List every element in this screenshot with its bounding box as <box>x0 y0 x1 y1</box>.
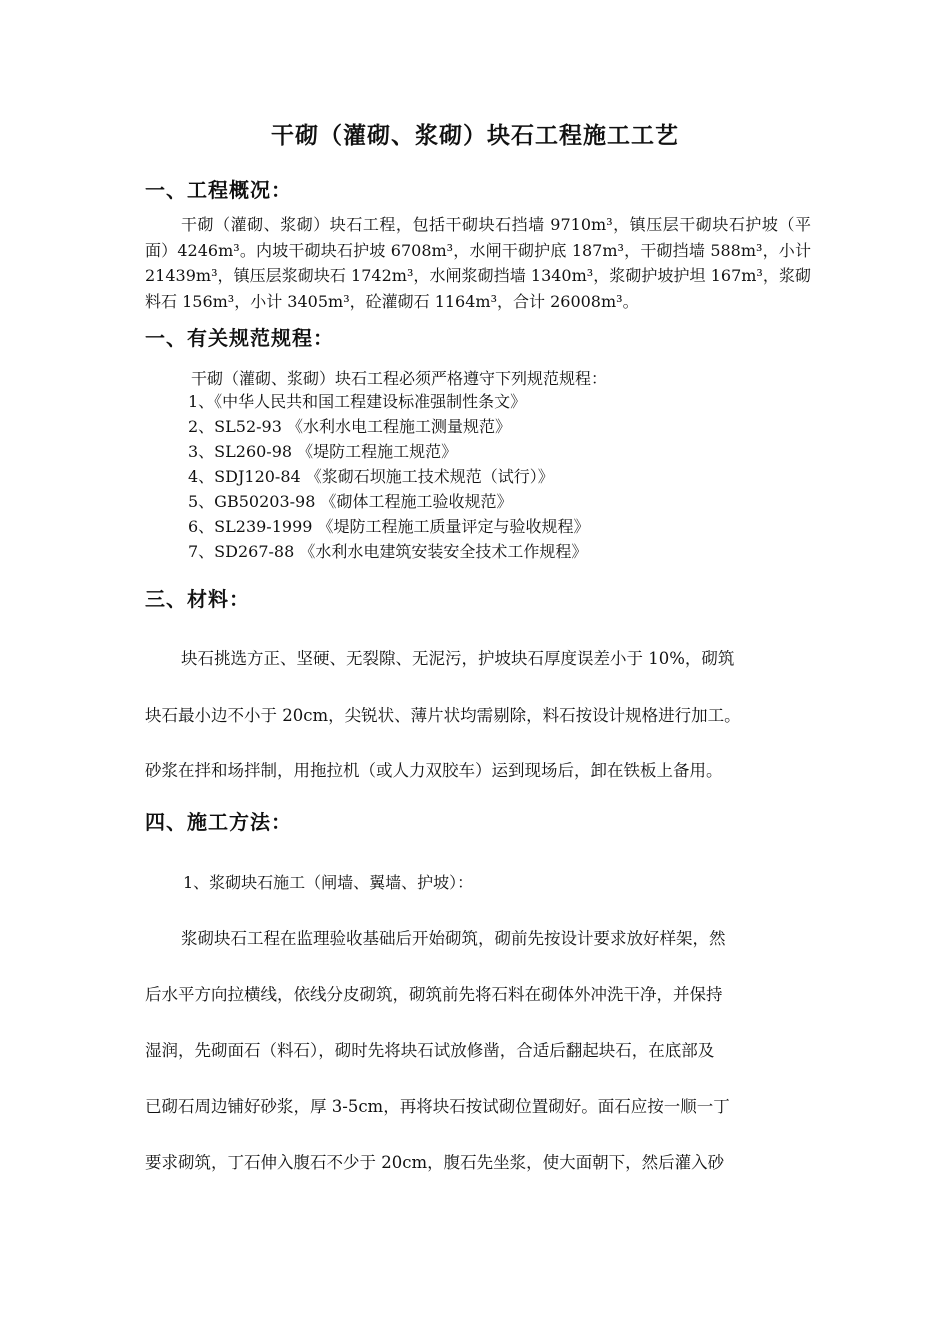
methods-line: 后水平方向拉横线，依线分皮砌筑，砌筑前先将石料在砌体外冲洗干净，并保持 <box>145 985 723 1004</box>
standards-item: 7、SD267-88 《水利水电建筑安装安全技术工作规程》 <box>188 542 588 561</box>
methods-line: 要求砌筑，丁石伸入腹石不少于 20cm，腹石先坐浆，使大面朝下，然后灌入砂 <box>145 1153 725 1172</box>
materials-line: 块石最小边不小于 20cm，尖锐状、薄片状均需剔除，料石按设计规格进行加工。 <box>145 706 741 725</box>
standards-item: 3、SL260-98 《堤防工程施工规范》 <box>188 442 458 461</box>
methods-line: 浆砌块石工程在监理验收基础后开始砌筑，砌前先按设计要求放好样架，然 <box>181 929 726 948</box>
materials-line: 砂浆在拌和场拌制，用拖拉机（或人力双胶车）运到现场后，卸在铁板上备用。 <box>145 761 723 780</box>
methods-line: 湿润，先砌面石（料石），砌时先将块石试放修凿，合适后翻起块石，在底部及 <box>145 1041 715 1060</box>
standards-item: 1、《中华人民共和国工程建设标准强制性条文》 <box>188 392 527 411</box>
standards-intro: 干砌（灌砌、浆砌）块石工程必须严格遵守下列规范规程： <box>191 369 608 388</box>
methods-heading: 四、施工方法： <box>145 810 292 834</box>
methods-line: 已砌石周边铺好砂浆，厚 3-5cm，再将块石按试砌位置砌好。面石应按一顺一丁 <box>145 1097 730 1116</box>
standards-item: 5、GB50203-98 《砌体工程施工验收规范》 <box>188 492 513 511</box>
standards-list <box>188 389 590 564</box>
standards-item: 2、SL52-93 《水利水电工程施工测量规范》 <box>188 417 511 436</box>
standards-item: 6、SL239-1999 《堤防工程施工质量评定与验收规程》 <box>188 517 590 536</box>
materials-line: 块石挑选方正、坚硬、无裂隙、无泥污，护坡块石厚度误差小于 10%，砌筑 <box>181 649 735 668</box>
overview-heading: 一、工程概况： <box>145 178 292 202</box>
document-title: 干砌（灌砌、浆砌）块石工程施工工艺 <box>271 123 679 149</box>
materials-heading: 三、材料： <box>145 587 250 611</box>
overview-paragraph: 干砌（灌砌、浆砌）块石工程，包括干砌块石挡墙 9710m³，镇压层干砌块石护坡（平面）4246m³。内坡干砌块石护坡 6708m³，水闸干砌护底 187m³，干砌挡墙 588m³，小计 21439m³，镇压层浆砌块石 1742m³，水闸浆砌挡墙 1340m³，浆砌护坡护坦 167m³，浆砌料石 156m³，小计 3405m³，砼灌砌石 1164m³，合计 26008m³。 <box>145 215 811 311</box>
methods-subheading: 1、浆砌块石施工（闸墙、翼墙、护坡）： <box>183 873 474 892</box>
standards-item: 4、SDJ120-84 《浆砌石坝施工技术规范（试行）》 <box>188 467 554 486</box>
standards-heading: 一、有关规范规程： <box>145 326 334 350</box>
